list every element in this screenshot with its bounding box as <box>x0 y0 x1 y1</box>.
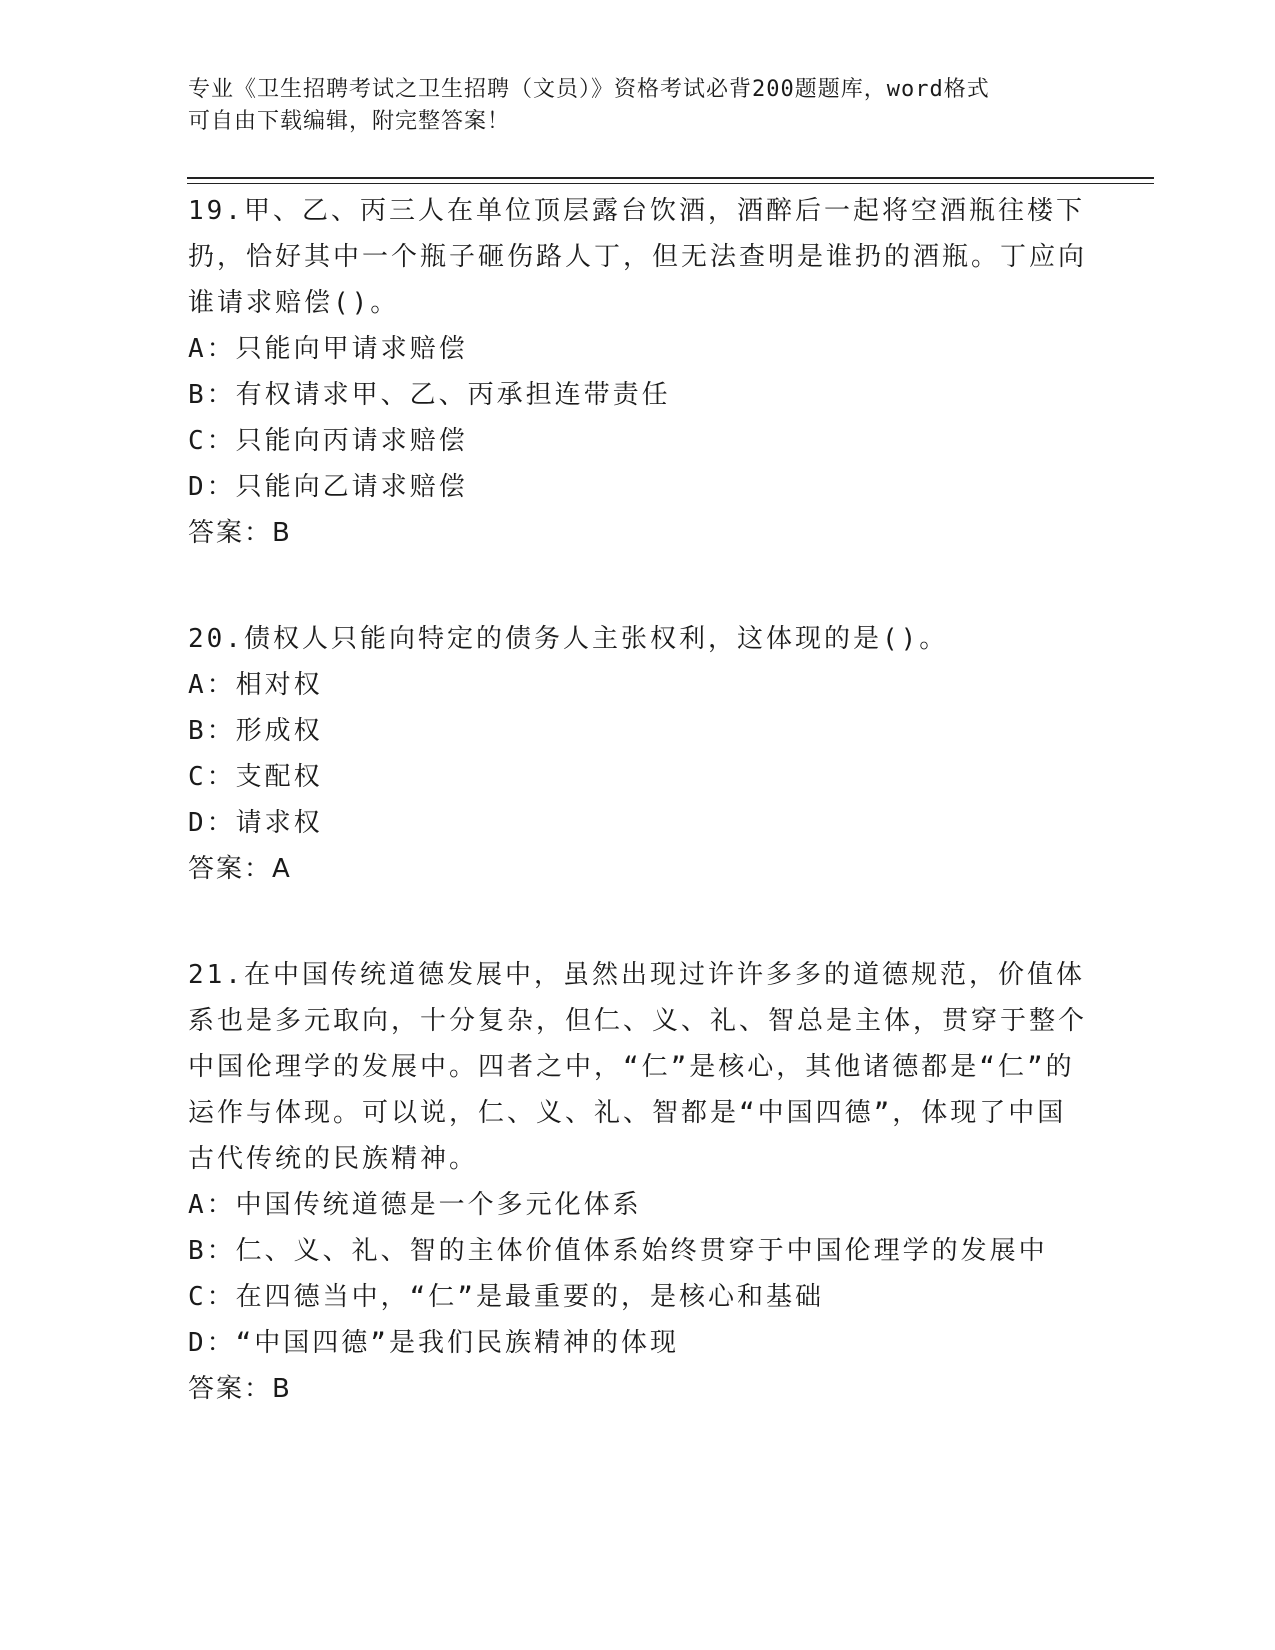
option-b: B：形成权 <box>188 716 323 746</box>
header-line-2: 可自由下载编辑，附完整答案！ <box>188 109 511 134</box>
option-c: C：只能向丙请求赔偿 <box>188 426 468 456</box>
option-a: A：相对权 <box>188 670 323 700</box>
question-stem: 21.在中国传统道德发展中，虽然出现过许许多多的道德规范，价值体系也是多元取向，十分复杂，但仁、义、礼、智总是主体，贯穿于整个中国伦理学的发展中。四者之中，“仁”是核心，其他诸德都是“仁”的运作与体现。可以说，仁、义、礼、智都是“中国四德”，体现了中国古代传统的民族精神。 <box>188 960 1088 1174</box>
option-a: A：中国传统道德是一个多元化体系 <box>188 1190 642 1220</box>
header-line-1: 专业《卫生招聘考试之卫生招聘（文员）》资格考试必背200题题库，word格式 <box>188 77 990 102</box>
option-c: C：在四德当中，“仁”是最重要的，是核心和基础 <box>188 1282 824 1312</box>
question-stem: 19.甲、乙、丙三人在单位顶层露台饮酒，酒醉后一起将空酒瓶往楼下扔，恰好其中一个瓶子砸伤路人丁，但无法查明是谁扔的酒瓶。丁应向谁请求赔偿()。 <box>188 196 1088 318</box>
header-divider-thick <box>187 177 1154 179</box>
question-19 <box>188 188 1088 556</box>
document-header <box>188 74 1068 138</box>
option-d: D：“中国四德”是我们民族精神的体现 <box>188 1328 679 1358</box>
option-c: C：支配权 <box>188 762 323 792</box>
question-stem: 20.债权人只能向特定的债务人主张权利，这体现的是()。 <box>188 624 949 654</box>
question-list <box>188 188 1088 1472</box>
option-d: D：只能向乙请求赔偿 <box>188 472 468 502</box>
answer-line: 答案：B <box>188 1374 292 1404</box>
question-20 <box>188 616 1088 892</box>
header-divider-thin <box>187 183 1154 184</box>
answer-line: 答案：B <box>188 518 292 548</box>
option-d: D：请求权 <box>188 808 323 838</box>
question-21 <box>188 952 1088 1412</box>
option-a: A：只能向甲请求赔偿 <box>188 334 468 364</box>
option-b: B：有权请求甲、乙、丙承担连带责任 <box>188 380 671 410</box>
answer-line: 答案：A <box>188 854 292 884</box>
option-b: B：仁、义、礼、智的主体价值体系始终贯穿于中国伦理学的发展中 <box>188 1236 1048 1266</box>
